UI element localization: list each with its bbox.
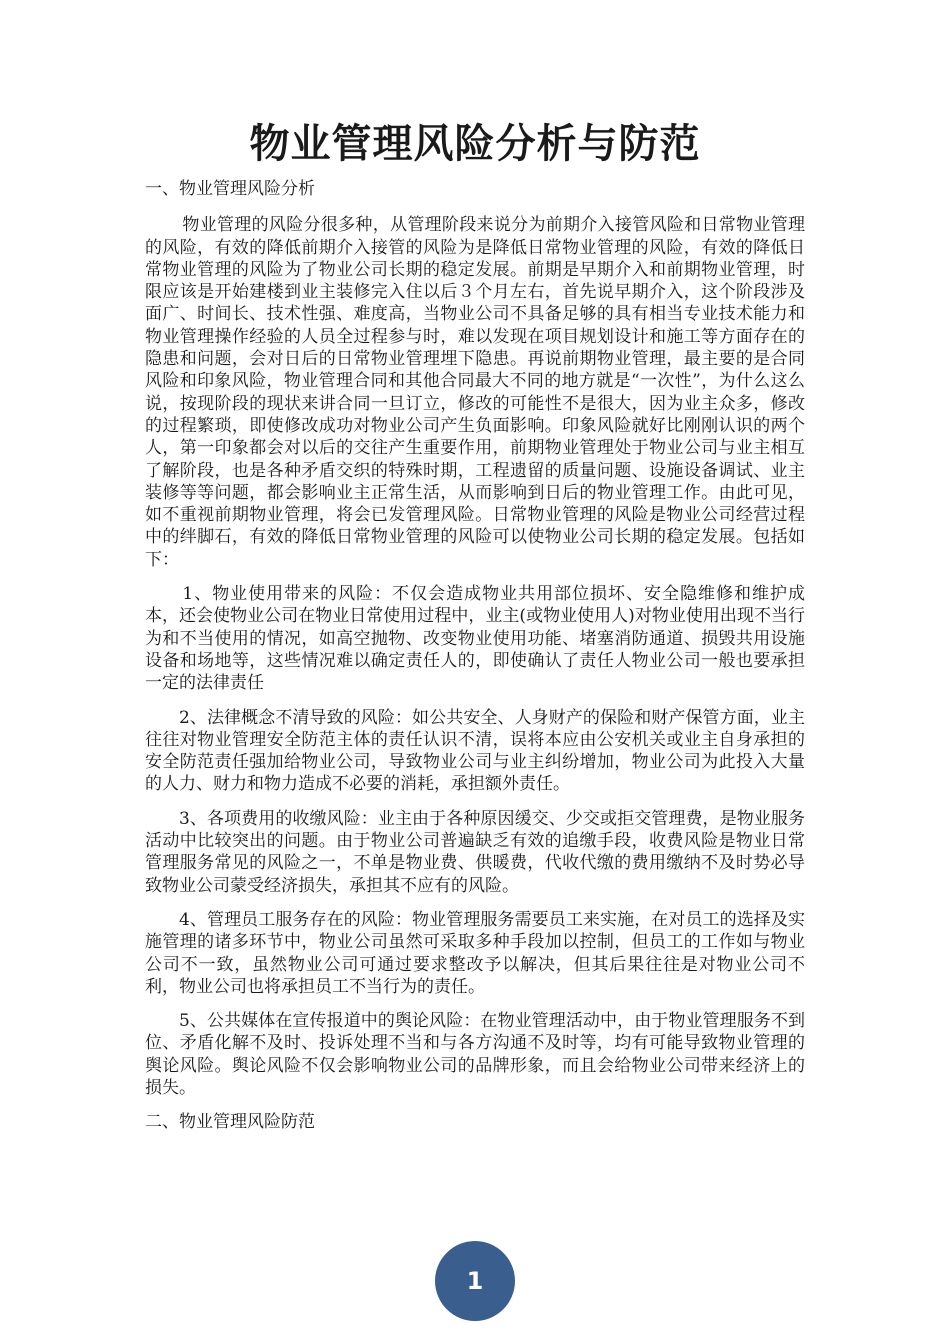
- risk-item-1: 1、物业使用带来的风险：不仅会造成物业共用部位损坏、安全隐维修和维护成本，还会使物业公司在物业日常使用过程中，业主(或物业使用人)对物业使用出现不当行为和不当使用的情况，如高空抛物、改变物业使用功能、堵塞消防通道、损毁共用设施设备和场地等，这些情况难以确定责任人的，即使确认了责任人物业公司一般也要承担一定的法律责任: [145, 584, 805, 694]
- section-heading-analysis: 一、物业管理风险分析: [145, 179, 315, 199]
- risk-item-4: 4、管理员工服务存在的风险：物业管理服务需要员工来实施，在对员工的选择及实施管理的诸多环节中，物业公司虽然可采取多种手段加以控制，但员工的工作如与物业公司不一致，虽然物业公司可通过要求整改予以解决，但其后果往往是对物业公司不利，物业公司也将承担员工不当行为的责任。: [145, 909, 805, 997]
- risk-item-3: 3、各项费用的收缴风险：业主由于各种原因缓交、少交或拒交管理费，是物业服务活动中比较突出的问题。由于物业公司普遍缺乏有效的追缴手段，收费风险是物业日常管理服务常见的风险之一，不单是物业费、供暖费，代收代缴的费用缴纳不及时势必导致物业公司蒙受经济损失，承担其不应有的风险。: [145, 808, 805, 896]
- risk-item-2: 2、法律概念不清导致的风险：如公共安全、人身财产的保险和财产保管方面，业主往往对物业管理安全防范主体的责任认识不清，误将本应由公安机关或业主自身承担的安全防范责任强加给物业公司，导致物业公司与业主纠纷增加，物业公司为此投入大量的人力、财力和物力造成不必要的消耗，承担额外责任。: [145, 707, 805, 795]
- document-title: 物业管理风险分析与防范: [249, 121, 701, 167]
- page-number-badge: 1: [435, 1241, 515, 1321]
- risk-item-5: 5、公共媒体在宣传报道中的舆论风险：在物业管理活动中，由于物业管理服务不到位、矛盾化解不及时、投诉处理不当和与各方沟通不及时等，均有可能导致物业管理的舆论风险。舆论风险不仅会影响物业公司的品牌形象，而且会给物业公司带来经济上的损失。: [145, 1011, 805, 1098]
- document-body: [145, 178, 805, 1148]
- section-heading-prevention: 二、物业管理风险防范: [145, 1112, 315, 1133]
- intro-paragraph: 物业管理的风险分很多种，从管理阶段来说分为前期介入接管风险和日常物业管理的风险，有效的降低前期介入接管的风险为是降低日常物业管理的风险，有效的降低日常物业管理的风险为了物业公司长期的稳定发展。前期是早期介入和前期物业管理，时限应该是开始建楼到业主装修完入住以后３个月左右，首先说早期介入，这个阶段涉及面广、时间长、技术性强、难度高，当物业公司不具备足够的具有相当专业技术能力和物业管理操作经验的人员全过程参与时，难以发现在项目规划设计和施工等方面存在的隐患和问题，会对日后的日常物业管理埋下隐患。再说前期物业管理，最主要的是合同风险和印象风险，物业管理合同和其他合同最大不同的地方就是“一次性”，为什么这么说，按现阶段的现状来讲合同一旦订立，修改的可能性不是很大，因为业主众多，修改的过程繁琐，即使修改成功对物业公司产生负面影响。印象风险就好比刚刚认识的两个人，第一印象都会对以后的交往产生重要作用，前期物业管理处于物业公司与业主相互了解阶段，也是各种矛盾交织的特殊时期，工程遗留的质量问题、设施设备调试、业主装修等等问题，都会影响业主正常生活，从而影响到日后的物业管理工作。由此可见，如不重视前期物业管理，将会已发管理风险。日常物业管理的风险是物业公司经营过程中的绊脚石，有效的降低日常物业管理的风险可以使物业公司长期的稳定发展。包括如下：: [145, 215, 805, 570]
